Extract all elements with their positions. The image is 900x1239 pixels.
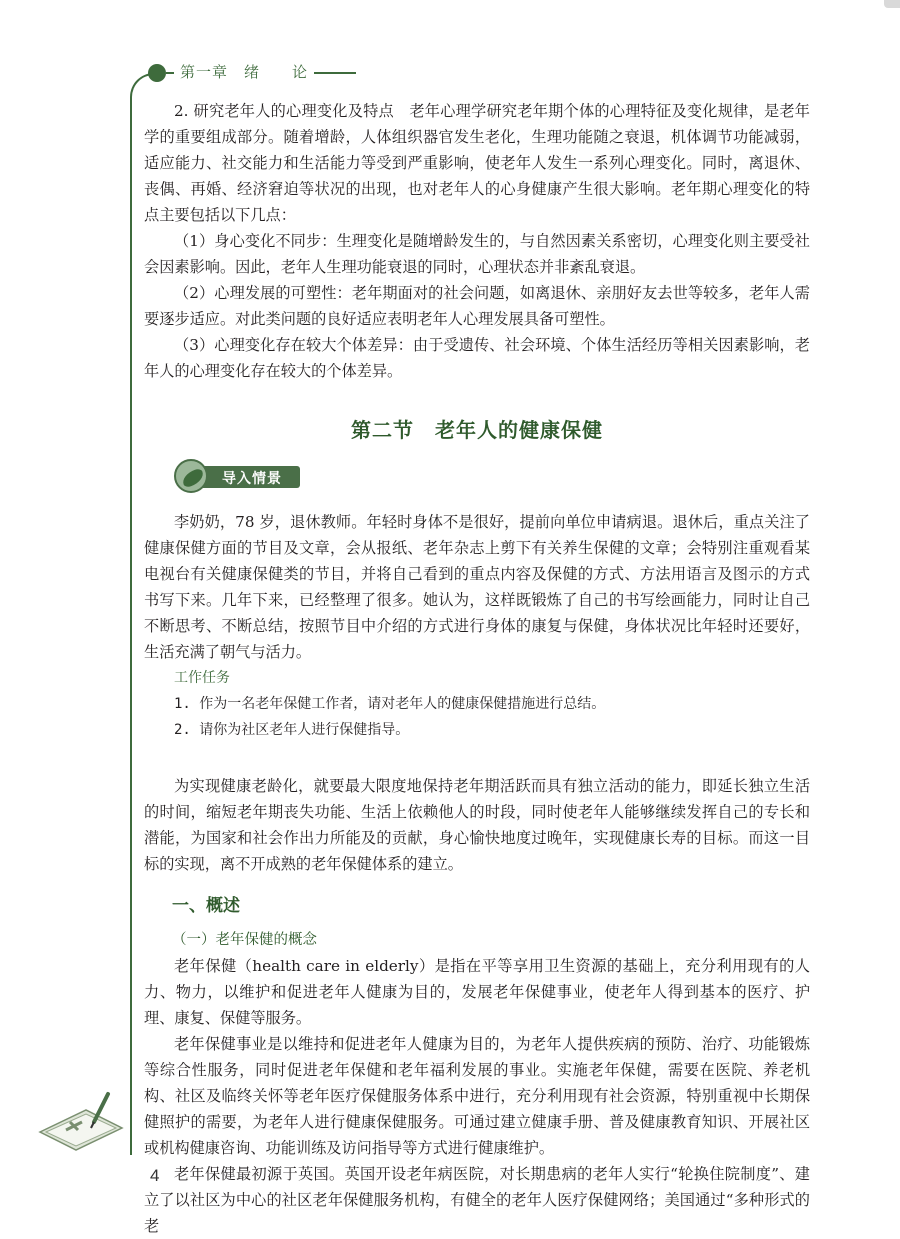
page-number: 4 <box>150 1166 160 1185</box>
header-dot-icon <box>148 64 166 82</box>
scenario-badge <box>144 453 810 497</box>
point-1: （1）身心变化不同步：生理变化是随增龄发生的，与自然因素关系密切，心理变化则主要受社会因素影响。因此，老年人生理功能衰退的同时，心理状态并非紊乱衰退。 <box>144 232 810 276</box>
clipboard-pen-icon <box>36 1088 126 1152</box>
overview-heading: 一、概述 <box>172 896 240 916</box>
leaf-icon <box>174 459 208 493</box>
point-2: （2）心理发展的可塑性：老年期面对的社会问题，如离退休、亲朋好友去世等较多，老年人需要逐步适应。对此类问题的良好适应表明老年人心理发展具备可塑性。 <box>144 284 810 328</box>
task-item: 2. 请你为社区老年人进行保健指导。 <box>174 722 410 738</box>
point-3: （3）心理变化存在较大个体差异：由于受遗传、社会环境、个体生活经历等相关因素影响，老年人的心理变化存在较大的个体差异。 <box>144 336 810 380</box>
section-title: 第二节 老年人的健康保健 <box>351 418 603 442</box>
task-title: 工作任务 <box>174 670 230 686</box>
case-paragraph: 李奶奶，78 岁，退休教师。年轻时身体不是很好，提前向单位申请病退。退休后，重点关注了健康保健方面的节目及文章，会从报纸、老年杂志上剪下有关养生保健的文章；会特别注重观看某电视台有关健康保健类的节目，并将自己看到的重点内容及保健的方式、方法用语言及图示的方式书写下来。几年下来，已经整理了很多。她认为，这样既锻炼了自己的书写绘画能力，同时让自己不断思考、不断总结，按照节目中介绍的方式进行身体的康复与保健，身体状况比年轻时还要好，生活充满了朝气与活力。 <box>144 513 810 661</box>
overview-paragraph: 老年保健事业是以维持和促进老年人健康为目的，为老年人提供疾病的预防、治疗、功能锻炼等综合性服务，同时促进老年保健和老年福利发展的事业。实施老年保健，需要在医院、养老机构、社区及临终关怀等老年医疗保健服务体系中进行，充分利用现有社会资源，特别重视中长期保健照护的需要，为老年人进行健康保健服务。可通过建立健康手册、普及健康教育知识、开展社区或机构健康咨询、功能训练及访问指导等方式进行健康维护。 <box>144 1035 810 1157</box>
task-item: 1. 作为一名老年保健工作者，请对老年人的健康保健措施进行总结。 <box>174 696 606 712</box>
body-intro-paragraph: 为实现健康老龄化，就要最大限度地保持老年期活跃而具有独立活动的能力，即延长独立生活的时间，缩短老年期丧失功能、生活上依赖他人的时段，同时使老年人能够继续发挥自己的专长和潜能，为国家和社会作出力所能及的贡献，身心愉快地度过晚年，实现健康长寿的目标。而这一目标的实现，离不开成熟的老年保健体系的建立。 <box>144 777 810 873</box>
overview-paragraph: 老年保健（health care in elderly）是指在平等享用卫生资源的基础上，充分利用现有的人力、物力，以维护和促进老年人健康为目的，发展老年保健事业，使老年人得到基本的医疗、护理、康复、保健等服务。 <box>144 957 810 1027</box>
paragraph-psych-changes: 2. 研究老年人的心理变化及特点 老年心理学研究老年期个体的心理特征及变化规律，是老年学的重要组成部分。随着增龄，人体组织器官发生老化，生理功能随之衰退，机体调节功能减弱，适应能力、社交能力和生活能力等受到严重影响，使老年人发生一系列心理变化。同时，离退休、丧偶、再婚、经济窘迫等状况的出现，也对老年人的心身健康产生很大影响。老年期心理变化的特点主要包括以下几点： <box>144 102 810 224</box>
corner-tab <box>884 0 900 8</box>
overview-subheading: （一）老年保健的概念 <box>172 932 317 948</box>
chapter-header: 第一章 绪 论 <box>174 61 314 82</box>
overview-paragraph: 老年保健最初源于英国。英国开设老年病医院，对长期患病的老年人实行“轮换住院制度”、建立了以社区为中心的社区老年保健服务机构，有健全的老年人医疗保健网络；美国通过“多种形式的老 <box>144 1165 810 1235</box>
badge-label: 导入情景 <box>222 471 282 487</box>
page-content <box>144 98 810 1239</box>
